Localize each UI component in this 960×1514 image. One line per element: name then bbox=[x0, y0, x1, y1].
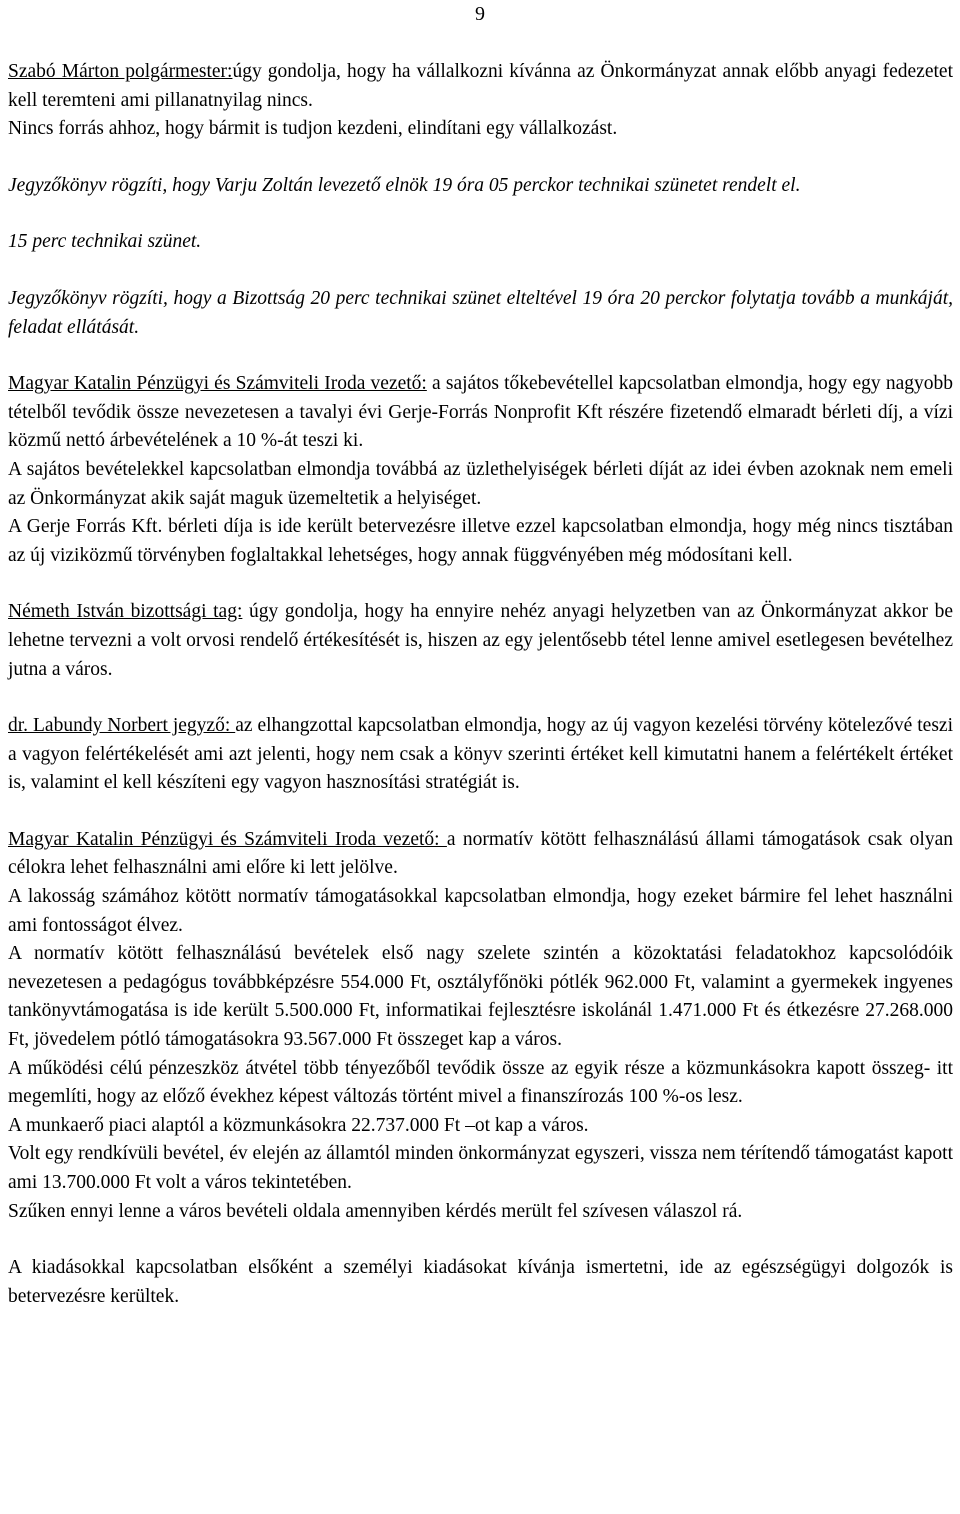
paragraph-text: A kiadásokkal kapcsolatban elsőként a személyi kiadásokat kívánja ismertetni, ide az egészségügyi dolgozók is betervezésre kerültek. bbox=[8, 1257, 953, 1307]
paragraph-text: Volt egy rendkívüli bevétel, év elején az államtól minden önkormányzat egyszeri, vissza nem térítendő támogatást kapott ami 13.700.000 Ft volt a város tekintetében. bbox=[8, 1143, 953, 1193]
speaker-name: Németh István bizottsági tag: bbox=[8, 601, 243, 623]
minutes-note-break-end: Jegyzőkönyv rögzíti, hogy a Bizottság 20 perc technikai szünet elteltével 19 óra 20 perckor folytatja tovább a munkáját, feladat ellátását. bbox=[8, 287, 953, 338]
minutes-note-break-start: Jegyzőkönyv rögzíti, hogy Varju Zoltán levezető elnök 19 óra 05 perckor technikai szünetet rendelt el. bbox=[8, 174, 801, 196]
speaker-name: Szabó Márton polgármester: bbox=[8, 61, 233, 82]
speaker-name: dr. Labundy Norbert jegyző: bbox=[8, 715, 236, 737]
paragraph-text: úgy gondolja, hogy ha vállalkozni kívánna az Önkormányzat annak előbb anyagi fedezetet kell teremteni ami pillanatnyilag nincs. bbox=[8, 61, 953, 111]
document-body bbox=[8, 58, 953, 1311]
minutes-note-break: 15 perc technikai szünet. bbox=[8, 231, 202, 253]
speaker-name: Magyar Katalin Pénzügyi és Számviteli Iroda vezető: bbox=[8, 373, 427, 395]
paragraph-text: a normatív kötött felhasználású állami támogatások csak olyan célokra lehet felhasználni ami előre ki lett jelölve. bbox=[8, 828, 953, 879]
paragraph-text: A normatív kötött felhasználású bevételek első nagy szelete szintén a közoktatási feladatokhoz kapcsolódóik nevezetesen a pedagógus továbbképzésre 554.000 Ft, osztályfőnöki pótlék 962.000 Ft, valamint a gyermekek ingyenes tankönyvtámogatása is ide került 5.500.000 Ft, informatikai fejlesztésre iskolánál 1.471.000 Ft és étkezésre 27.268.000 Ft, jövedelem pótló támogatásokra 93.567.000 Ft összeget kap a város. bbox=[8, 943, 953, 1051]
paragraph-text: A Gerje Forrás Kft. bérleti díja is ide került betervezésre illetve ezzel kapcsolatban elmondja, hogy még nincs tisztában az új viziközmű törvényben foglaltakkal lehetséges, hogy annak függvényében még módosítani kell. bbox=[8, 516, 953, 566]
paragraph-notary-statement bbox=[8, 712, 953, 798]
paragraph-text: A sajátos bevételekkel kapcsolatban elmondja továbbá az üzlethelyiségek bérleti díját az idei évben azoknak nem emeli az Önkormányzat akik saját maguk üzemeltetik a helyiséget. bbox=[8, 458, 953, 509]
paragraph-committee-member-statement bbox=[8, 598, 953, 684]
paragraph-text: Nincs forrás ahhoz, hogy bármit is tudjon kezdeni, elindítani egy vállalkozást. bbox=[8, 118, 618, 140]
page-number: 9 bbox=[475, 3, 485, 25]
paragraph-text: az elhangzottal kapcsolatban elmondja, hogy az új vagyon kezelési törvény kötelezővé teszi a vagyon felértékelését ami azt jelenti, hogy nem csak a könyv szerinti értéket kell kimutatni hanem a felértékelt értéket is, valamint el kell készíteni egy vagyon hasznosítási stratégiát is. bbox=[8, 715, 953, 794]
speaker-name: Magyar Katalin Pénzügyi és Számviteli Iroda vezető: bbox=[8, 828, 447, 850]
paragraph-text: a sajátos tőkebevétellel kapcsolatban elmondja, hogy egy nagyobb tételből tevődik össze nevezetesen a tavalyi évi Gerje-Forrás Nonprofit Kft részére fizetendő elmaradt bérleti díj, a vízi közmű nettó árbevételének a 10 %-át teszi ki. bbox=[8, 373, 953, 452]
paragraph-text: A lakosság számához kötött normatív támogatásokkal kapcsolatban elmondja, hogy ezeket bármire fel lehet használni ami fontosságot élvez. bbox=[8, 886, 953, 936]
paragraph-text: úgy gondolja, hogy ha ennyire nehéz anyagi helyzetben van az Önkormányzat akkor be lehetne tervezni a volt orvosi rendelő értékesítését is, hiszen az egy jelentősebb tétel lenne amivel esetlegesen bevételhez jutna a város. bbox=[8, 601, 953, 680]
paragraph-mayor-statement bbox=[8, 58, 953, 115]
paragraph-finance-head-statement bbox=[8, 370, 953, 456]
paragraph-text: A munkaerő piaci alaptól a közmunkásokra 22.737.000 Ft –ot kap a város. bbox=[8, 1114, 589, 1136]
paragraph-text: A működési célú pénzeszköz átvétel több tényezőből tevődik össze az egyik része a közmunkásokra kapott összeg- itt megemlíti, hogy az előző évekhez képest változás történt mivel a finanszírozás 100 %-os lesz. bbox=[8, 1057, 953, 1108]
paragraph-text: Szűken ennyi lenne a város bevételi oldala amennyiben kérdés merült fel szívesen válaszol rá. bbox=[8, 1200, 743, 1222]
paragraph-finance-head-statement-2 bbox=[8, 826, 953, 883]
